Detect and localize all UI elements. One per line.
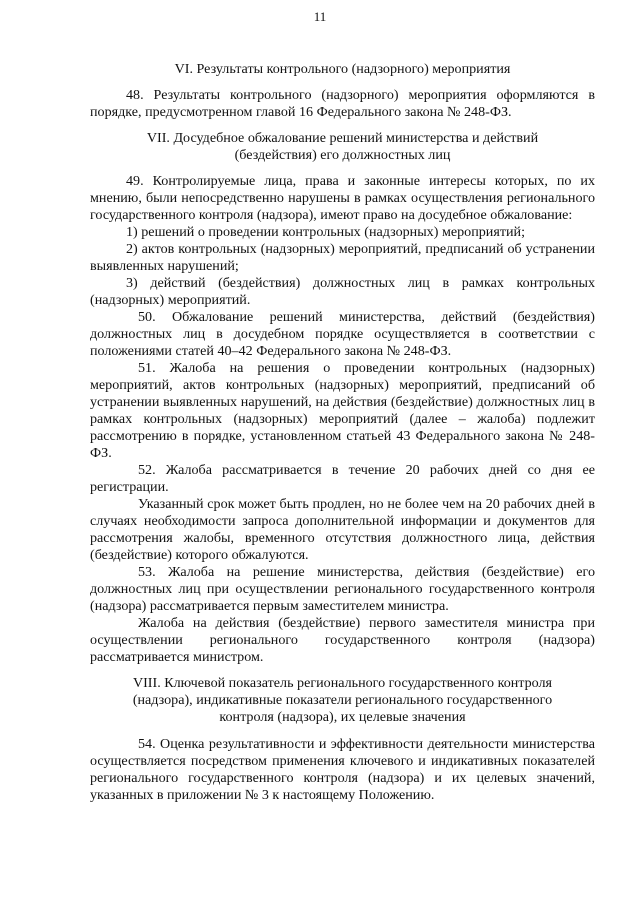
section-heading-vii-line1: VII. Досудебное обжалование решений министерства и действий (146, 130, 539, 146)
section-heading-viii-line1: VIII. Ключевой показатель регионального государственного контроля (132, 675, 553, 691)
paragraph-54: 54. Оценка результативности и эффективности деятельности министерства осуществляется посредством применения ключевого и индикативных показателей регионального государственного контроля (надзора) и их целевых значений, указанных в приложении № 3 к настоящему Положению. (90, 736, 595, 803)
page-number: 11 (313, 9, 327, 24)
paragraph-52-extension: Указанный срок может быть продлен, но не более чем на 20 рабочих дней в случаях необходимости запроса дополнительной информации и документов для рассмотрения жалобы, временного отсутствия должностного лица, действия (бездействие) которого обжалуются. (90, 496, 595, 563)
paragraph-52: 52. Жалоба рассматривается в течение 20 рабочих дней со дня ее регистрации. (90, 462, 595, 495)
section-heading-viii-line3: контроля (надзора), их целевые значения (219, 709, 466, 725)
section-heading-vii-line2: (бездействия) его должностных лиц (234, 147, 451, 163)
section-heading-viii-line2: (надзора), индикативные показатели регионального государственного (132, 692, 553, 708)
paragraph-53-first-deputy: Жалоба на действия (бездействие) первого заместителя министра при осуществлении регионального государственного контроля (надзора) рассматривается министром. (90, 615, 595, 665)
list-item-3: 3) действий (бездействия) должностных лиц в рамках контрольных (надзорных) мероприятий. (90, 275, 595, 308)
paragraph-50: 50. Обжалование решений министерства, действий (бездействия) должностных лиц в досудебном порядке осуществляется в соответствии с положениями статей 40–42 Федерального закона № 248-ФЗ. (90, 309, 595, 359)
paragraph-48: 48. Результаты контрольного (надзорного) мероприятия оформляются в порядке, предусмотренном главой 16 Федерального закона № 248-ФЗ. (90, 87, 595, 120)
section-heading-vi: VI. Результаты контрольного (надзорного) мероприятия (174, 61, 511, 77)
list-item-2: 2) актов контрольных (надзорных) мероприятий, предписаний об устранении выявленных нарушений; (90, 241, 595, 274)
paragraph-51: 51. Жалоба на решения о проведении контрольных (надзорных) мероприятий, актов контрольных (надзорных) мероприятий, предписаний об устранении выявленных нарушений, на действия (бездействие) должностных лиц в рамках контрольных (надзорных) мероприятий (далее – жалоба) подлежит рассмотрению в порядке, установленном статьей 43 Федерального закона № 248-ФЗ. (90, 360, 595, 461)
paragraph-53: 53. Жалоба на решение министерства, действия (бездействие) его должностных лиц при осуществлении регионального государственного контроля (надзора) рассматривается первым заместителем министра. (90, 564, 595, 614)
paragraph-49: 49. Контролируемые лица, права и законные интересы которых, по их мнению, были непосредственно нарушены в рамках осуществления регионального государственного контроля (надзора), имеют право на досудебное обжалование: (90, 173, 595, 223)
document-body (90, 51, 595, 804)
section-heading-viii (90, 675, 595, 726)
section-heading-vii (90, 130, 595, 164)
list-item-1: 1) решений о проведении контрольных (надзорных) мероприятий; (126, 224, 525, 240)
